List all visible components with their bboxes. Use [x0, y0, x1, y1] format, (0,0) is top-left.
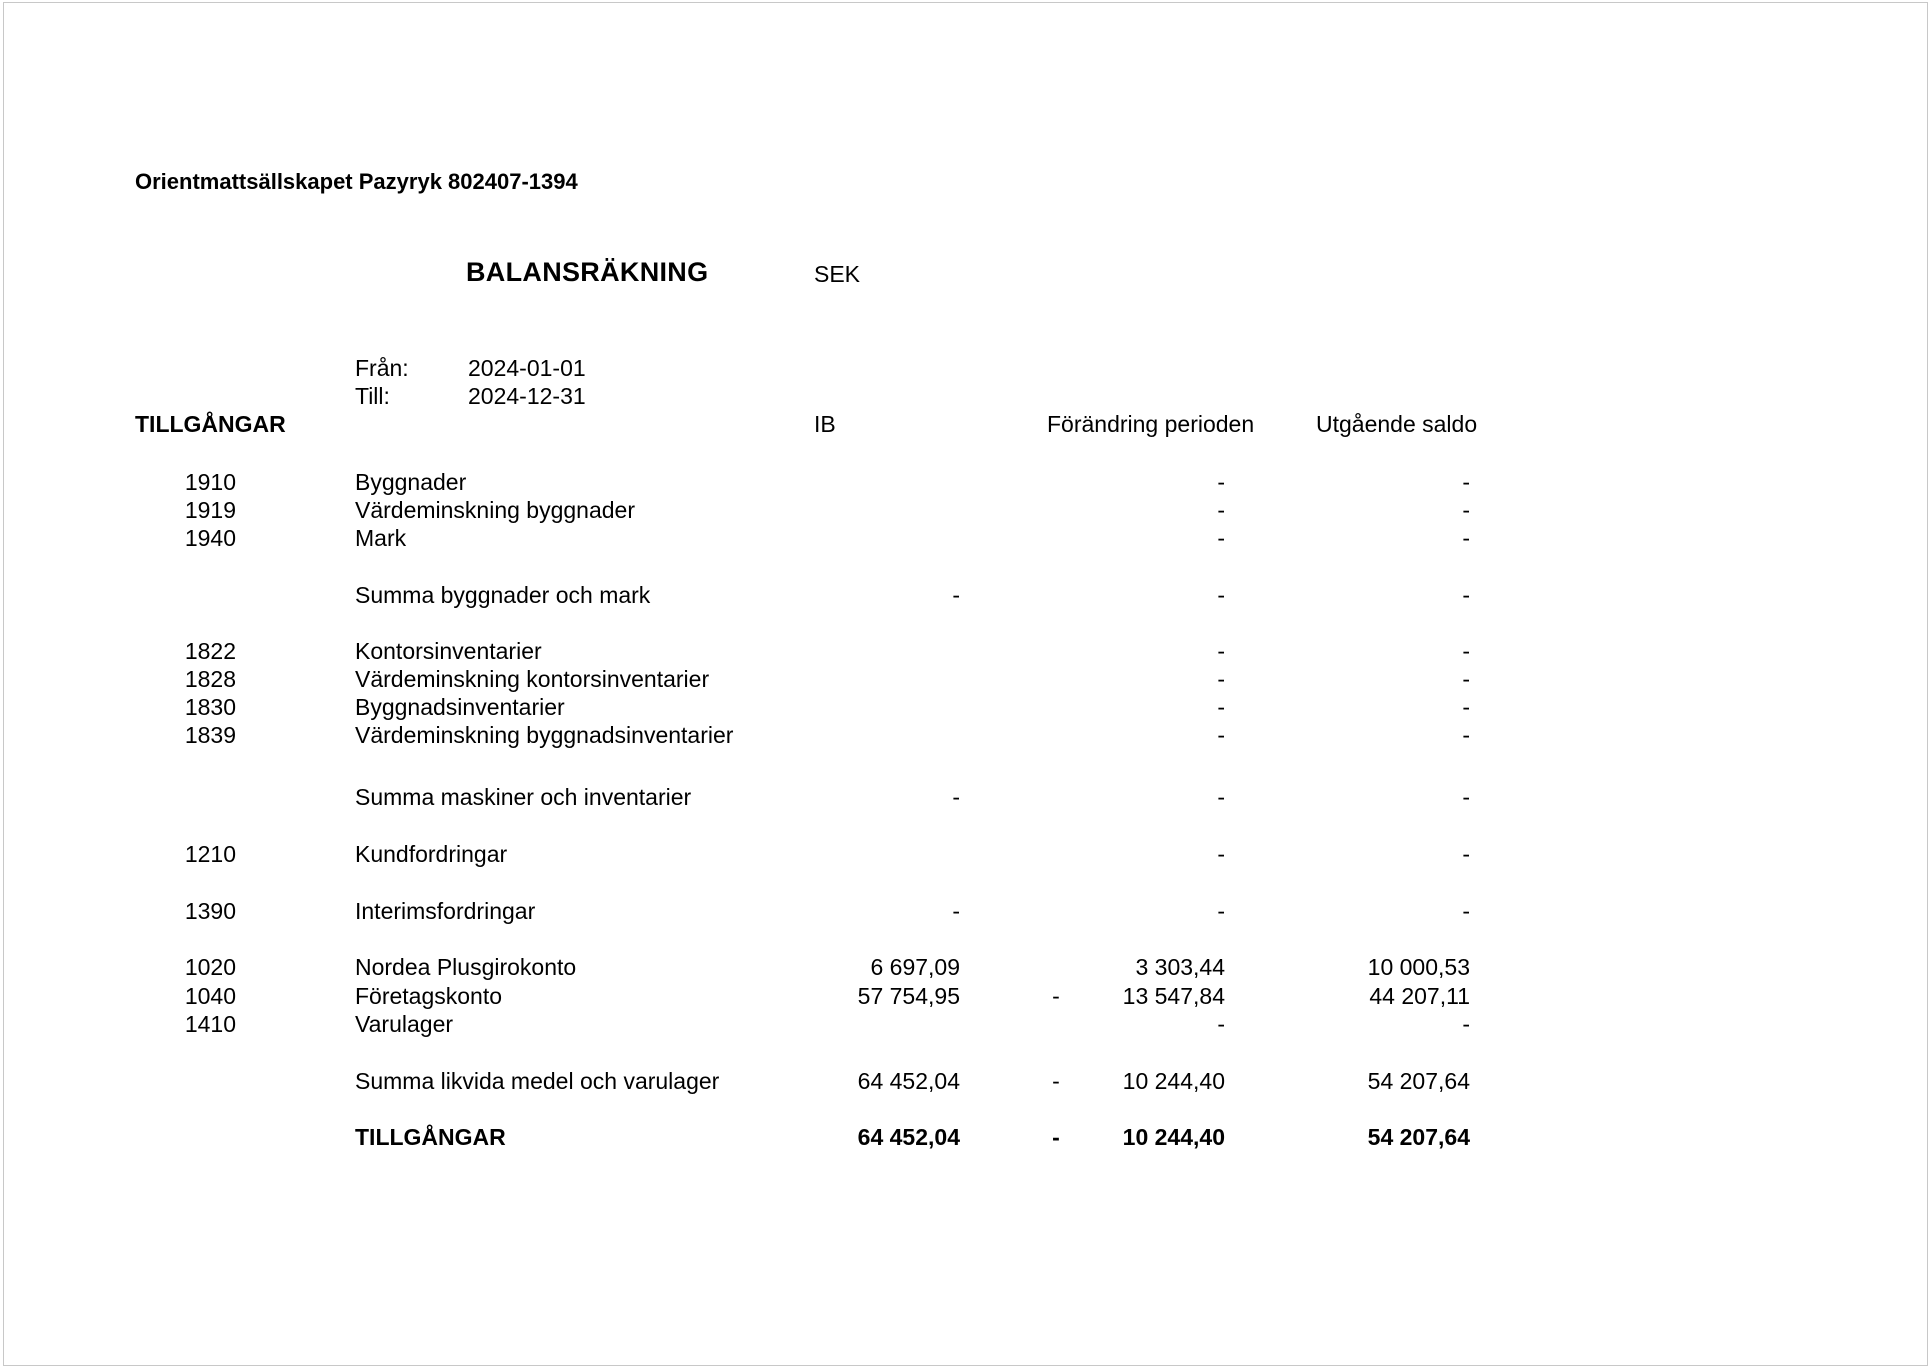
change-value: - — [1217, 525, 1225, 551]
period-to-value: 2024-12-31 — [468, 383, 586, 409]
closing-value: - — [1462, 497, 1470, 523]
change-value: - — [1217, 841, 1225, 867]
change-sign: - — [1052, 983, 1060, 1009]
account-description: Företagskonto — [355, 983, 503, 1009]
total-closing-value: 54 207,64 — [1367, 1124, 1470, 1150]
change-value: - — [1217, 722, 1225, 748]
section-heading: TILLGÅNGAR — [135, 411, 286, 437]
account-code: 1839 — [184, 722, 236, 748]
account-code: 1040 — [184, 983, 236, 1009]
account-description: Kontorsinventarier — [355, 638, 542, 664]
total-change-sign: - — [1052, 1124, 1060, 1150]
change-sign: - — [1052, 1068, 1060, 1094]
closing-value: 10 000,53 — [1367, 954, 1470, 980]
closing-value: - — [1462, 525, 1470, 551]
account-code: 1940 — [184, 525, 236, 551]
closing-value: - — [1462, 784, 1470, 810]
ib-value: 6 697,09 — [870, 954, 960, 980]
account-description: Värdeminskning byggnadsinventarier — [355, 722, 734, 748]
change-value: - — [1217, 469, 1225, 495]
account-description: Interimsfordringar — [355, 898, 536, 924]
account-description: Värdeminskning byggnader — [355, 497, 636, 523]
report-title: BALANSRÄKNING — [466, 257, 709, 287]
account-description: Mark — [355, 525, 407, 551]
change-value: - — [1217, 638, 1225, 664]
subtotal-description: Summa maskiner och inventarier — [355, 784, 692, 810]
change-value: - — [1217, 784, 1225, 810]
period-from-label: Från: — [355, 355, 409, 381]
total-ib-value: 64 452,04 — [857, 1124, 960, 1150]
closing-value: - — [1462, 1011, 1470, 1037]
closing-value: - — [1462, 469, 1470, 495]
closing-value: - — [1462, 722, 1470, 748]
closing-value: - — [1462, 898, 1470, 924]
account-description: Byggnader — [355, 469, 467, 495]
change-value: - — [1217, 1011, 1225, 1037]
page-frame — [3, 2, 1928, 1366]
change-value: - — [1217, 666, 1225, 692]
column-header-ib: IB — [814, 411, 836, 437]
closing-value: - — [1462, 694, 1470, 720]
column-header-change: Förändring perioden — [1047, 411, 1255, 437]
company-name: Orientmattsällskapet Pazyryk 802407-1394 — [135, 169, 578, 194]
subtotal-description: Summa likvida medel och varulager — [355, 1068, 720, 1094]
account-code: 1828 — [184, 666, 236, 692]
account-code: 1822 — [184, 638, 236, 664]
account-code: 1410 — [184, 1011, 236, 1037]
ib-value: - — [952, 784, 960, 810]
change-value: - — [1217, 582, 1225, 608]
change-value: 13 547,84 — [1122, 983, 1225, 1009]
ib-value: - — [952, 582, 960, 608]
closing-value: 44 207,11 — [1369, 983, 1470, 1009]
change-value: - — [1217, 898, 1225, 924]
change-value: - — [1217, 694, 1225, 720]
closing-value: - — [1462, 638, 1470, 664]
account-description: Nordea Plusgirokonto — [355, 954, 577, 980]
account-code: 1020 — [184, 954, 236, 980]
closing-value: - — [1462, 582, 1470, 608]
ib-value: 64 452,04 — [857, 1068, 960, 1094]
account-description: Varulager — [355, 1011, 454, 1037]
account-code: 1919 — [184, 497, 236, 523]
change-value: - — [1217, 497, 1225, 523]
closing-value: - — [1462, 841, 1470, 867]
change-value: 10 244,40 — [1122, 1068, 1225, 1094]
account-code: 1910 — [184, 469, 236, 495]
account-code: 1210 — [184, 841, 236, 867]
account-code: 1390 — [184, 898, 236, 924]
account-code: 1830 — [184, 694, 236, 720]
account-description: Kundfordringar — [355, 841, 508, 867]
period-from-value: 2024-01-01 — [468, 355, 586, 381]
change-value: 3 303,44 — [1135, 954, 1225, 980]
closing-value: 54 207,64 — [1367, 1068, 1470, 1094]
account-description: Värdeminskning kontorsinventarier — [355, 666, 710, 692]
total-description: TILLGÅNGAR — [355, 1124, 506, 1150]
ib-value: 57 754,95 — [857, 983, 960, 1009]
period-to-label: Till: — [355, 383, 390, 409]
column-header-closing: Utgående saldo — [1316, 411, 1478, 437]
currency-label: SEK — [814, 261, 861, 287]
total-change-value: 10 244,40 — [1122, 1124, 1225, 1150]
closing-value: - — [1462, 666, 1470, 692]
ib-value: - — [952, 898, 960, 924]
subtotal-description: Summa byggnader och mark — [355, 582, 651, 608]
account-description: Byggnadsinventarier — [355, 694, 565, 720]
